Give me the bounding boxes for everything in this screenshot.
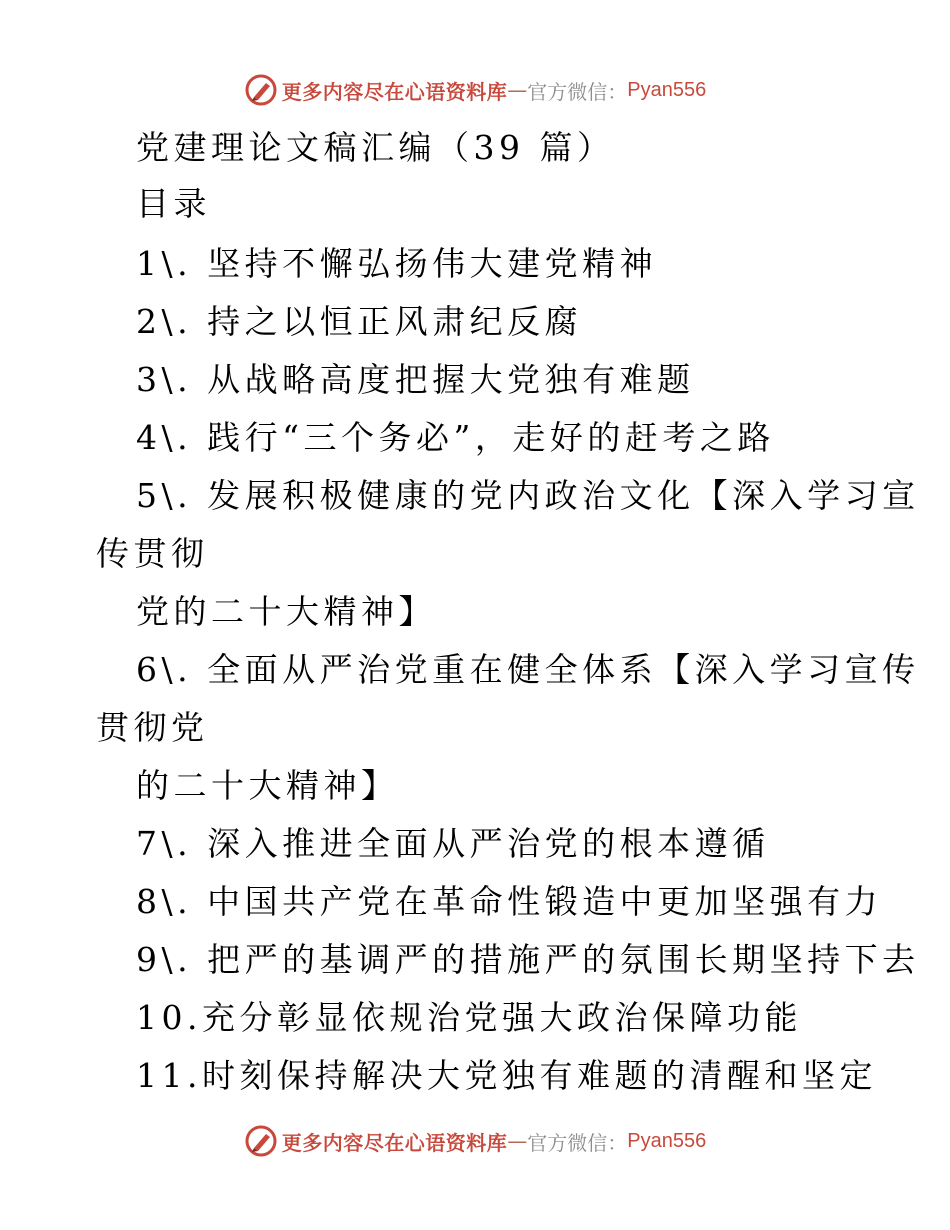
toc-item: 7\. 深入推进全面从严治党的根本遵循	[136, 824, 770, 863]
toc-item: 6\. 全面从严治党重在健全体系【深入学习宣传	[136, 650, 920, 689]
watermark-wechat-label: 官方微信：	[527, 79, 628, 104]
toc-heading: 目录	[136, 184, 211, 223]
watermark-site-text: 更多内容尽在心语资料库	[281, 1130, 508, 1155]
pen-logo-icon	[244, 73, 278, 107]
toc-item: 1\. 坚持不懈弘扬伟大建党精神	[136, 244, 658, 283]
watermark-separator: —	[507, 1129, 528, 1153]
toc-item: 11.时刻保持解决大党独有难题的清醒和坚定	[136, 1056, 877, 1095]
toc-item: 10.充分彰显依规治党强大政治保障功能	[136, 998, 802, 1037]
footer-watermark	[0, 1121, 950, 1161]
watermark-wechat-id: Pyan556	[627, 78, 707, 101]
toc-item: 5\. 发展积极健康的党内政治文化【深入学习宣	[136, 476, 920, 515]
toc-item: 9\. 把严的基调严的措施严的氛围长期坚持下去	[136, 940, 920, 979]
watermark-separator: —	[507, 78, 528, 102]
watermark-site-text: 更多内容尽在心语资料库	[281, 79, 508, 104]
toc-item: 2\. 持之以恒正风肃纪反腐	[136, 302, 583, 341]
toc-item-continuation: 党的二十大精神】	[136, 592, 436, 631]
toc-item-continuation: 贯彻党	[96, 708, 209, 747]
toc-item: 3\. 从战略高度把握大党独有难题	[136, 360, 695, 399]
watermark-wechat-id: Pyan556	[627, 1129, 707, 1152]
document-title: 党建理论文稿汇编（39 篇）	[136, 128, 615, 167]
watermark-wechat-label: 官方微信：	[527, 1130, 628, 1155]
toc-item: 8\. 中国共产党在革命性锻造中更加坚强有力	[136, 882, 883, 921]
pen-logo-icon	[244, 1124, 278, 1158]
toc-item-continuation: 的二十大精神】	[136, 766, 399, 805]
toc-item: 4\. 践行“三个务必”，走好的赶考之路	[136, 418, 775, 457]
header-watermark	[0, 70, 950, 110]
toc-item-continuation: 传贯彻	[96, 534, 209, 573]
